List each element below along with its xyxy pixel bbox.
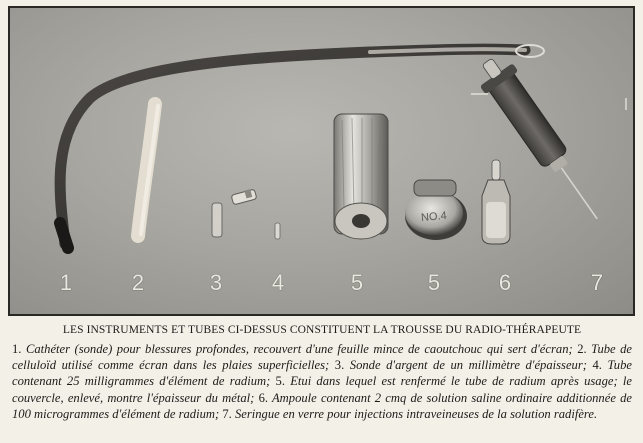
radium-case [334,114,388,239]
caption-item-7-number: 7. [222,406,232,421]
caption-title: LES INSTRUMENTS ET TUBES CI-DESSUS CONSTITUENT LA TROUSSE DU RADIO-THÉRAPEUTE [62,324,582,336]
caption-item-6-number: 6. [258,390,269,405]
caption-item-5-number: 5. [275,374,285,389]
celluloid-tube [138,104,155,236]
caption-item-3-text: Sonde d'argent de un millimètre d'épaisseur; [349,358,587,373]
instruments-illustration [10,8,635,316]
silver-probe-cap [231,189,257,205]
caption-item-4-number: 4. [592,358,602,373]
item-number-5a: 5 [350,270,364,295]
radium-tube [275,223,280,239]
caption-item-4-text: Tube contenant 25 milligrammes d'élément de radium; [12,358,632,389]
item-number-6: 6 [498,270,512,295]
item-number-7: 7 [590,270,604,295]
caption-item-5-text: Etui dans lequel est renfermé le tube de radium après usage; le couvercle, enlevé, montre l'épaisseur du métal; [12,374,632,405]
silver-probe [212,203,222,237]
svg-text:NO.4: NO.4 [420,209,448,225]
radium-ampoule [482,160,510,244]
item-number-1: 1 [59,270,73,295]
item-number-4: 4 [271,270,285,295]
item-number-2: 2 [131,270,145,295]
instruments-photograph [8,6,635,316]
caption-item-3-number: 3. [334,358,345,373]
caption-item-2-text: Tube de celluloïd utilisé comme écran dans les plaies superficielles; [12,342,633,373]
item-number-3: 3 [209,270,223,295]
item-number-5b: 5 [427,270,441,295]
caption-item-6-text: Ampoule contenant 2 cmq de solution saline ordinaire additionnée de 100 microgrammes d'élément de radium; [12,390,632,421]
caption-item-1-number: 1. [12,342,22,356]
caption-item-2-number: 2. [577,342,587,356]
caption-item-1-text: Cathéter (sonde) pour blessures profondes, recouvert d'une feuille mince de caoutchouc qui sert d'écran; [25,342,573,356]
radium-case-lid [405,180,467,240]
caption-item-7-text: Seringue en verre pour injections intraveineuses de la solution radifère. [234,406,598,421]
caption-body [12,341,632,422]
